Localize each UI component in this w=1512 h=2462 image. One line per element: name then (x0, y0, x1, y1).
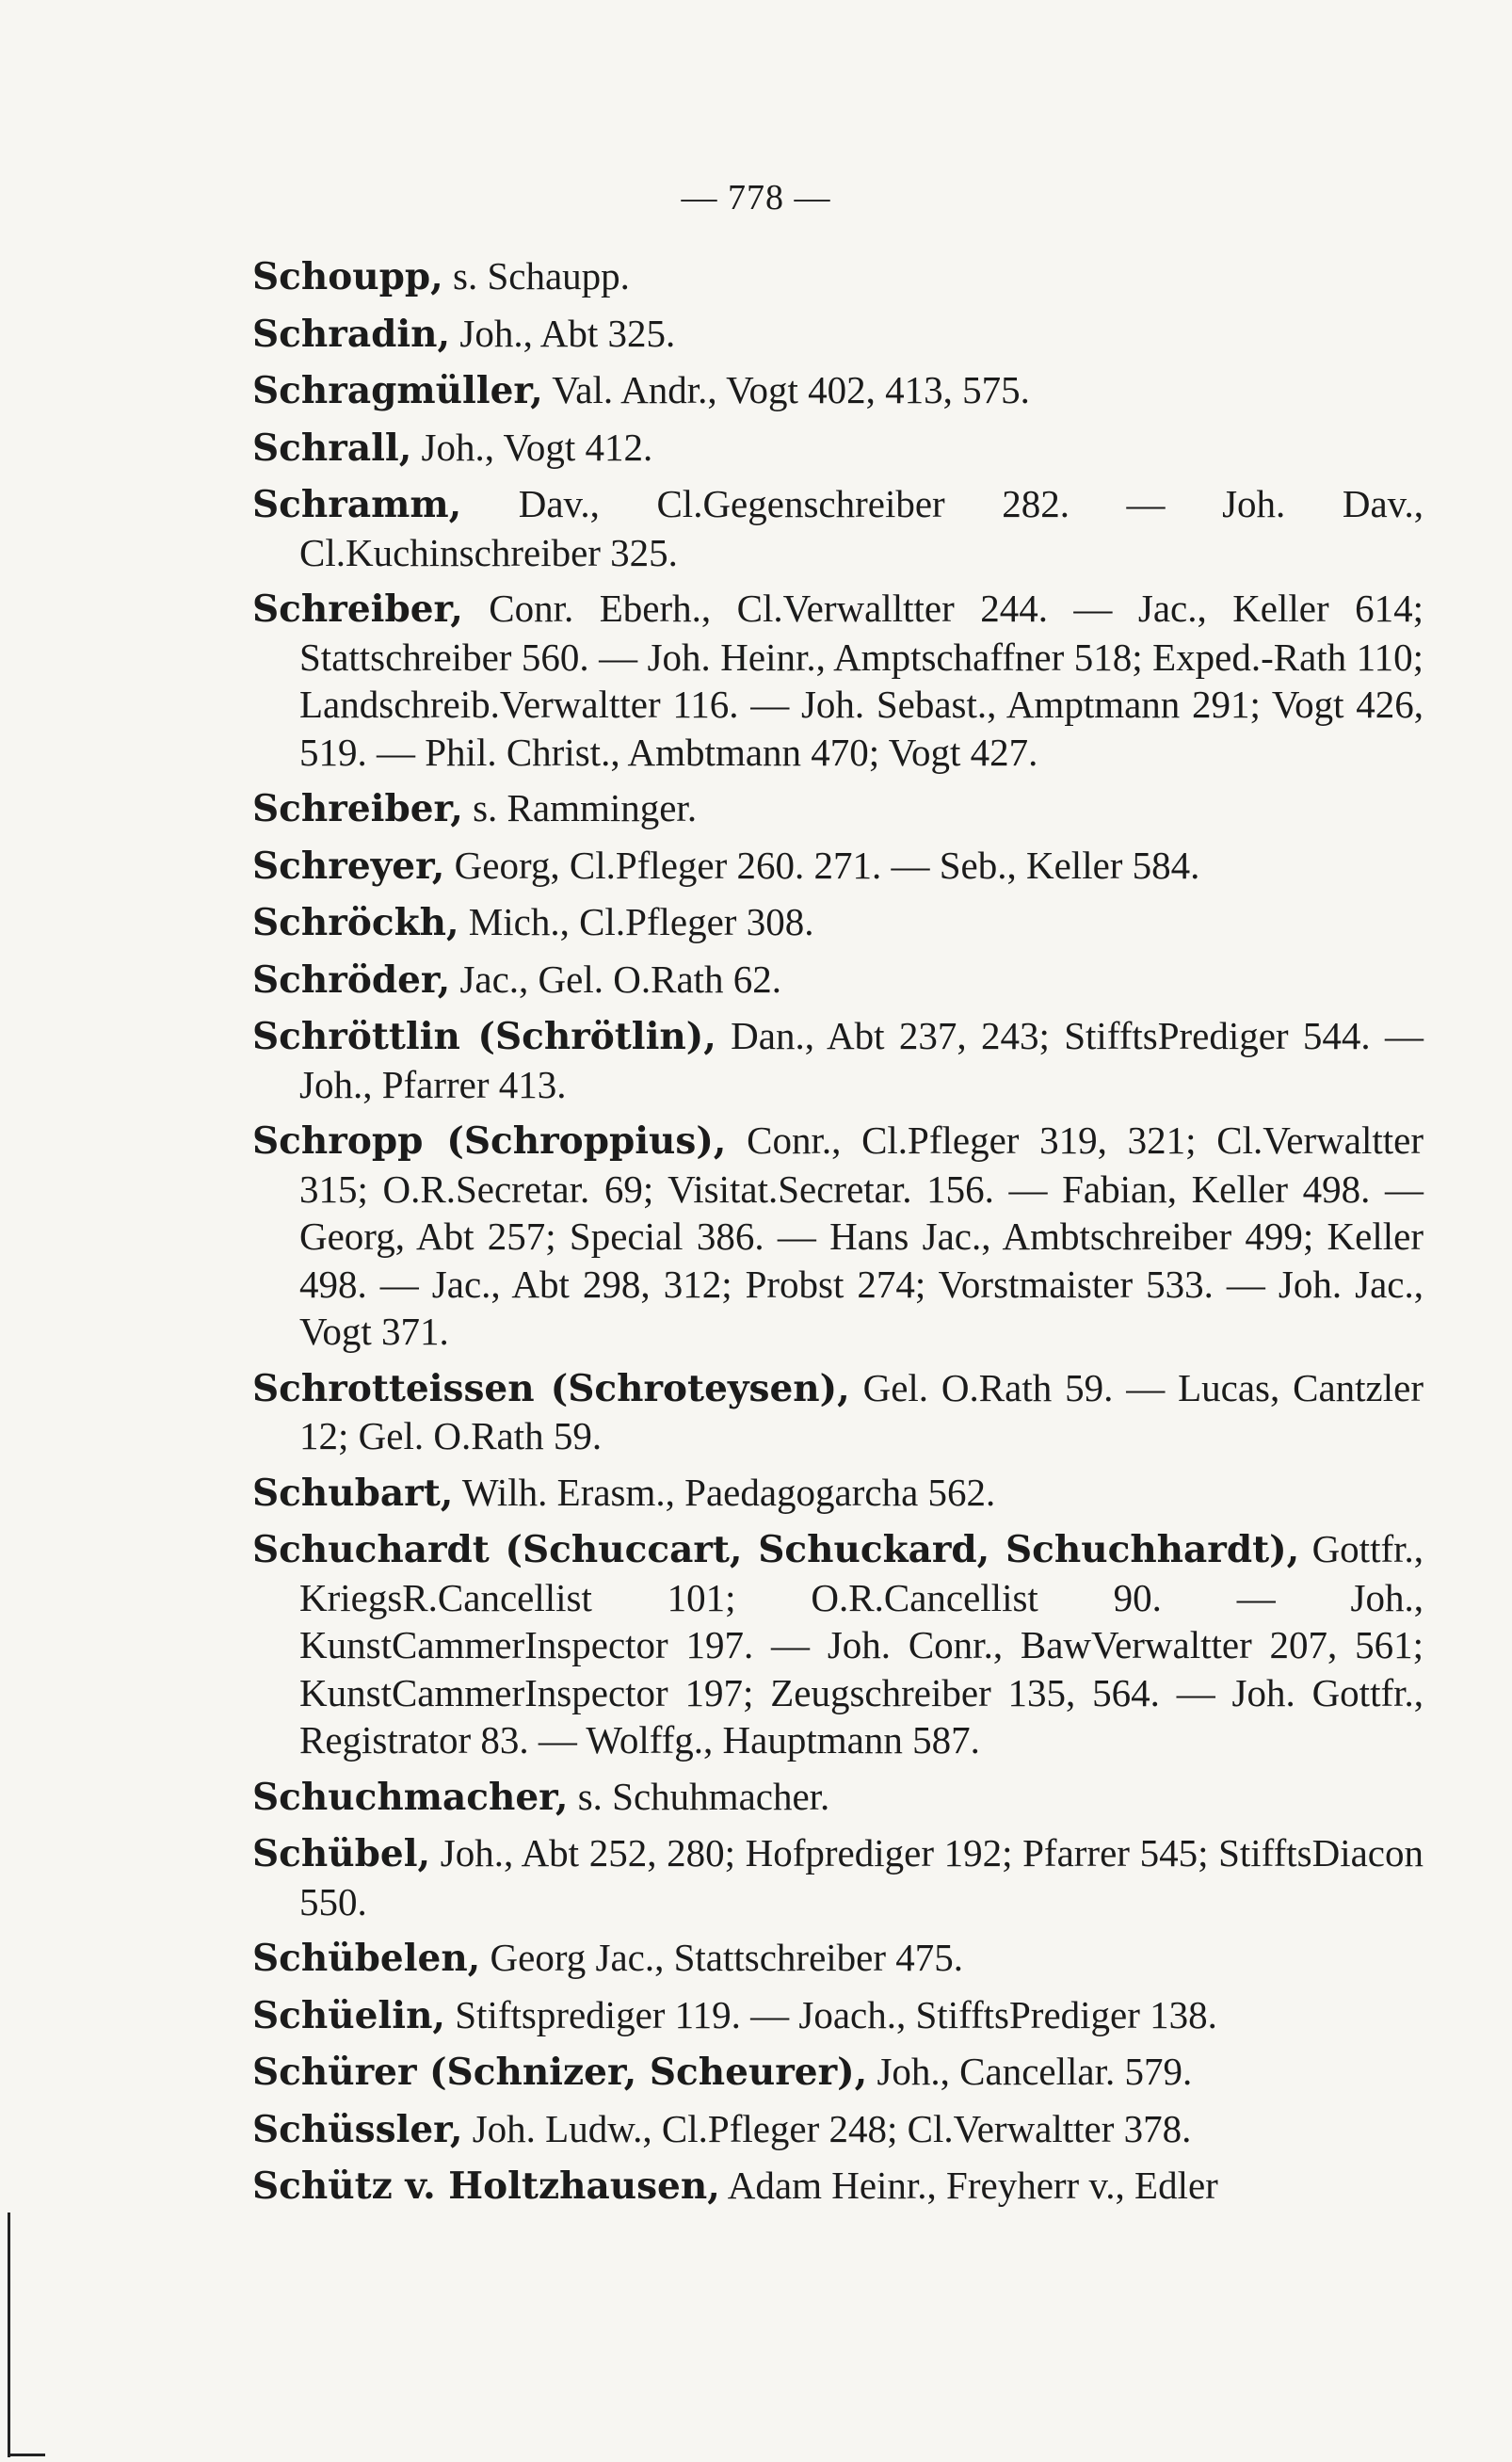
scan-edge-line (8, 2213, 10, 2457)
entry-text: Mich., Cl.Pfleger 308. (458, 900, 814, 943)
entry-text: Georg Jac., Stattschreiber 475. (480, 1936, 964, 1979)
entry-headword: Schradin, (252, 312, 451, 356)
entry-text: Conr., Cl.Pfleger 319, 321; Cl.Verwaltter 315; O.R.Secretar. 69; Visitat.Secretar. 156. — Fabian, Keller 498. — Georg, Abt 257; Special 386. — Hans Jac., Ambtschreiber 499; Keller 498. — Jac., Abt 298, 312; Probst 274; Vorstmaister 533. — Joh. Jac., Vogt 371. (299, 1118, 1424, 1353)
entry-text: Joh., Cancellar. 579. (867, 2050, 1193, 2093)
list-item (252, 2105, 1424, 2154)
entry-headword: Schübelen, (252, 1937, 481, 1980)
list-item (252, 424, 1424, 473)
list-item (252, 1991, 1424, 2040)
list-item (252, 585, 1424, 776)
entry-headword: Schubart, (252, 1471, 454, 1515)
list-item (252, 1525, 1424, 1764)
list-item (252, 1829, 1424, 1925)
entry-text: Joh. Ludw., Cl.Pfleger 248; Cl.Verwaltter 378. (462, 2106, 1192, 2150)
entry-headword: Schröder, (252, 957, 451, 1002)
entry-text: s. Schuhmacher. (568, 1774, 830, 1818)
entry-text: Jac., Gel. O.Rath 62. (450, 957, 782, 1001)
list-item (252, 1469, 1424, 1518)
entry-text: Dav., Cl.Gegenschreiber 282. — Joh. Dav., Cl.Kuchinschreiber 325. (299, 482, 1424, 574)
entry-headword: Schüssler, (252, 2107, 463, 2151)
entry-headword: Schürer (Schnizer, Scheurer), (252, 2051, 868, 2094)
entry-headword: Schüelin, (252, 1993, 445, 2037)
list-item (252, 2048, 1424, 2097)
entry-headword: Schütz v. Holtzhausen, (252, 2164, 720, 2208)
entry-text: Joh., Abt 325. (450, 311, 676, 355)
entry-text: s. Schaupp. (442, 254, 630, 298)
list-item (252, 898, 1424, 947)
list-item (252, 784, 1424, 833)
list-item (252, 842, 1424, 891)
list-item (252, 310, 1424, 359)
entry-headword: Schrall, (252, 426, 412, 470)
list-item (252, 252, 1424, 301)
entry-headword: Schreiber, (252, 587, 463, 631)
entry-text: Adam Heinr., Freyherr v., Edler (719, 2164, 1218, 2207)
entry-text: Gottfr., KriegsR.Cancellist 101; O.R.Cancellist 90. — Joh., KunstCammerInspector 197. — Joh. Conr., BawVerwaltter 207, 561; KunstCammerInspector 197; Zeugschreiber 135, 564. — Joh. Gottfr., Registrator 83. — Wolffg., Hauptmann 587. (299, 1527, 1424, 1762)
scan-edge-line (8, 2454, 45, 2456)
entry-headword: Schuchmacher, (252, 1775, 569, 1819)
list-item (252, 480, 1424, 576)
entry-text: Conr. Eberh., Cl.Verwalltter 244. — Jac., Keller 614; Stattschreiber 560. — Joh. Heinr., Amptschaffner 518; Exped.-Rath 110; Landschreib.Verwaltter 116. — Joh. Sebast., Amptmann 291; Vogt 426, 519. — Phil. Christ., Ambtmann 470; Vogt 427. (299, 587, 1424, 774)
entry-text: Wilh. Erasm., Paedagogarcha 562. (453, 1470, 996, 1514)
entry-text: Joh., Vogt 412. (411, 425, 653, 469)
list-item (252, 2162, 1424, 2211)
entry-headword: Schröckh, (252, 901, 459, 944)
entry-text: Stiftsprediger 119. — Joach., StifftsPrediger 138. (445, 1992, 1217, 2036)
entry-text: Dan., Abt 237, 243; StifftsPrediger 544. — Joh., Pfarrer 413. (299, 1014, 1424, 1106)
entry-headword: Schreiber, (252, 787, 463, 830)
entry-headword: Schuchardt (Schuccart, Schuckard, Schuchhardt), (252, 1528, 1300, 1571)
entry-text: Val. Andr., Vogt 402, 413, 575. (542, 368, 1030, 411)
entry-headword: Schoupp, (252, 255, 443, 298)
page-number: — 778 — (681, 178, 831, 217)
entry-headword: Schreyer, (252, 844, 445, 888)
entry-headword: Schramm, (252, 483, 462, 526)
list-item (252, 366, 1424, 415)
entry-text: Gel. O.Rath 59. — Lucas, Cantzler 12; Gel. O.Rath 59. (299, 1365, 1424, 1457)
entry-headword: Schragmüller, (252, 369, 543, 412)
list-item (252, 1364, 1424, 1460)
register-entries (252, 252, 1424, 2219)
entry-headword: Schropp (Schroppius), (252, 1119, 727, 1163)
list-item (252, 1934, 1424, 1983)
list-item (252, 1117, 1424, 1356)
entry-headword: Schübel, (252, 1832, 431, 1875)
entry-headword: Schrotteissen (Schroteysen), (252, 1366, 850, 1410)
entry-text: Georg, Cl.Pfleger 260. 271. — Seb., Keller 584. (444, 843, 1200, 887)
entry-text: s. Ramminger. (462, 786, 698, 829)
list-item (252, 1773, 1424, 1822)
list-item (252, 1012, 1424, 1108)
list-item (252, 956, 1424, 1005)
entry-text: Joh., Abt 252, 280; Hofprediger 192; Pfarrer 545; StifftsDiacon 550. (299, 1831, 1424, 1923)
entry-headword: Schröttlin (Schrötlin), (252, 1015, 716, 1058)
